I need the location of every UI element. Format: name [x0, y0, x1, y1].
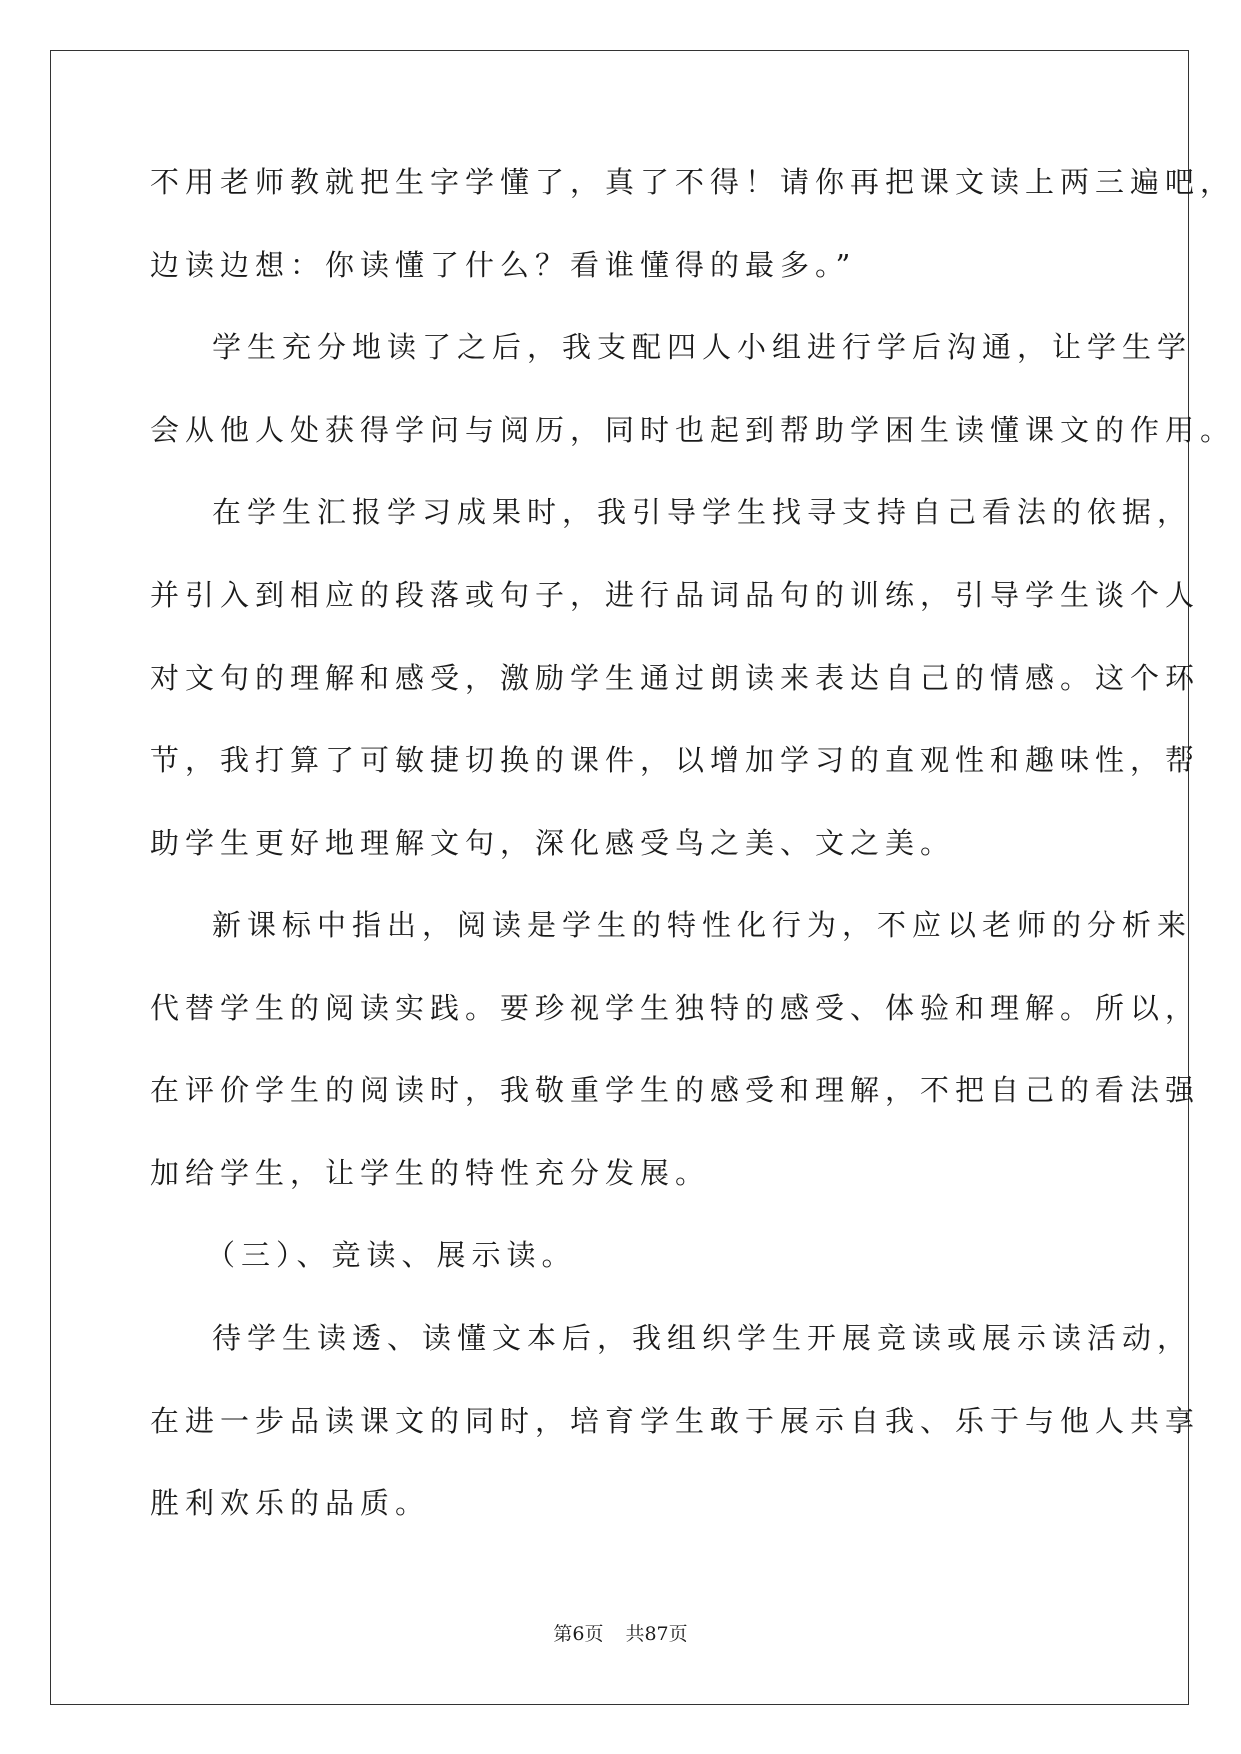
page-border	[50, 50, 1189, 1705]
section-heading: （三）、竞读、展示读。	[206, 1238, 577, 1272]
page-total: 共87页	[625, 1623, 688, 1645]
text-line: 节，我打算了可敏捷切换的课件，以增加学习的直观性和趣味性，帮	[150, 743, 1201, 777]
page-number: 第6页	[553, 1623, 604, 1645]
text-line: 在学生汇报学习成果时，我引导学生找寻支持自己看法的依据，	[212, 495, 1193, 529]
page-footer	[0, 1622, 1241, 1646]
text-line: 学生充分地读了之后，我支配四人小组进行学后沟通，让学生学	[212, 330, 1193, 364]
text-line: 在进一步品读课文的同时，培育学生敢于展示自我、乐于与他人共享	[150, 1404, 1201, 1438]
text-line: 助学生更好地理解文句，深化感受鸟之美、文之美。	[150, 826, 956, 860]
text-line: 会从他人处获得学问与阅历，同时也起到帮助学困生读懂课文的作用。	[150, 413, 1236, 447]
text-line: 在评价学生的阅读时，我敬重学生的感受和理解，不把自己的看法强	[150, 1073, 1201, 1107]
text-line: 新课标中指出，阅读是学生的特性化行为，不应以老师的分析来	[212, 908, 1193, 942]
text-line: 不用老师教就把生字学懂了，真了不得！请你再把课文读上两三遍吧，	[150, 165, 1236, 199]
text-line: 对文句的理解和感受，激励学生通过朗读来表达自己的情感。这个环	[150, 661, 1201, 695]
text-line: 并引入到相应的段落或句子，进行品词品句的训练，引导学生谈个人	[150, 578, 1201, 612]
text-line: 加给学生，让学生的特性充分发展。	[150, 1156, 711, 1190]
text-line: 胜利欢乐的品质。	[150, 1486, 431, 1520]
text-line: 待学生读透、读懂文本后，我组织学生开展竞读或展示读活动，	[212, 1321, 1193, 1355]
text-line: 边读边想：你读懂了什么？看谁懂得的最多。”	[150, 248, 857, 282]
text-line: 代替学生的阅读实践。要珍视学生独特的感受、体验和理解。所以，	[150, 991, 1201, 1025]
